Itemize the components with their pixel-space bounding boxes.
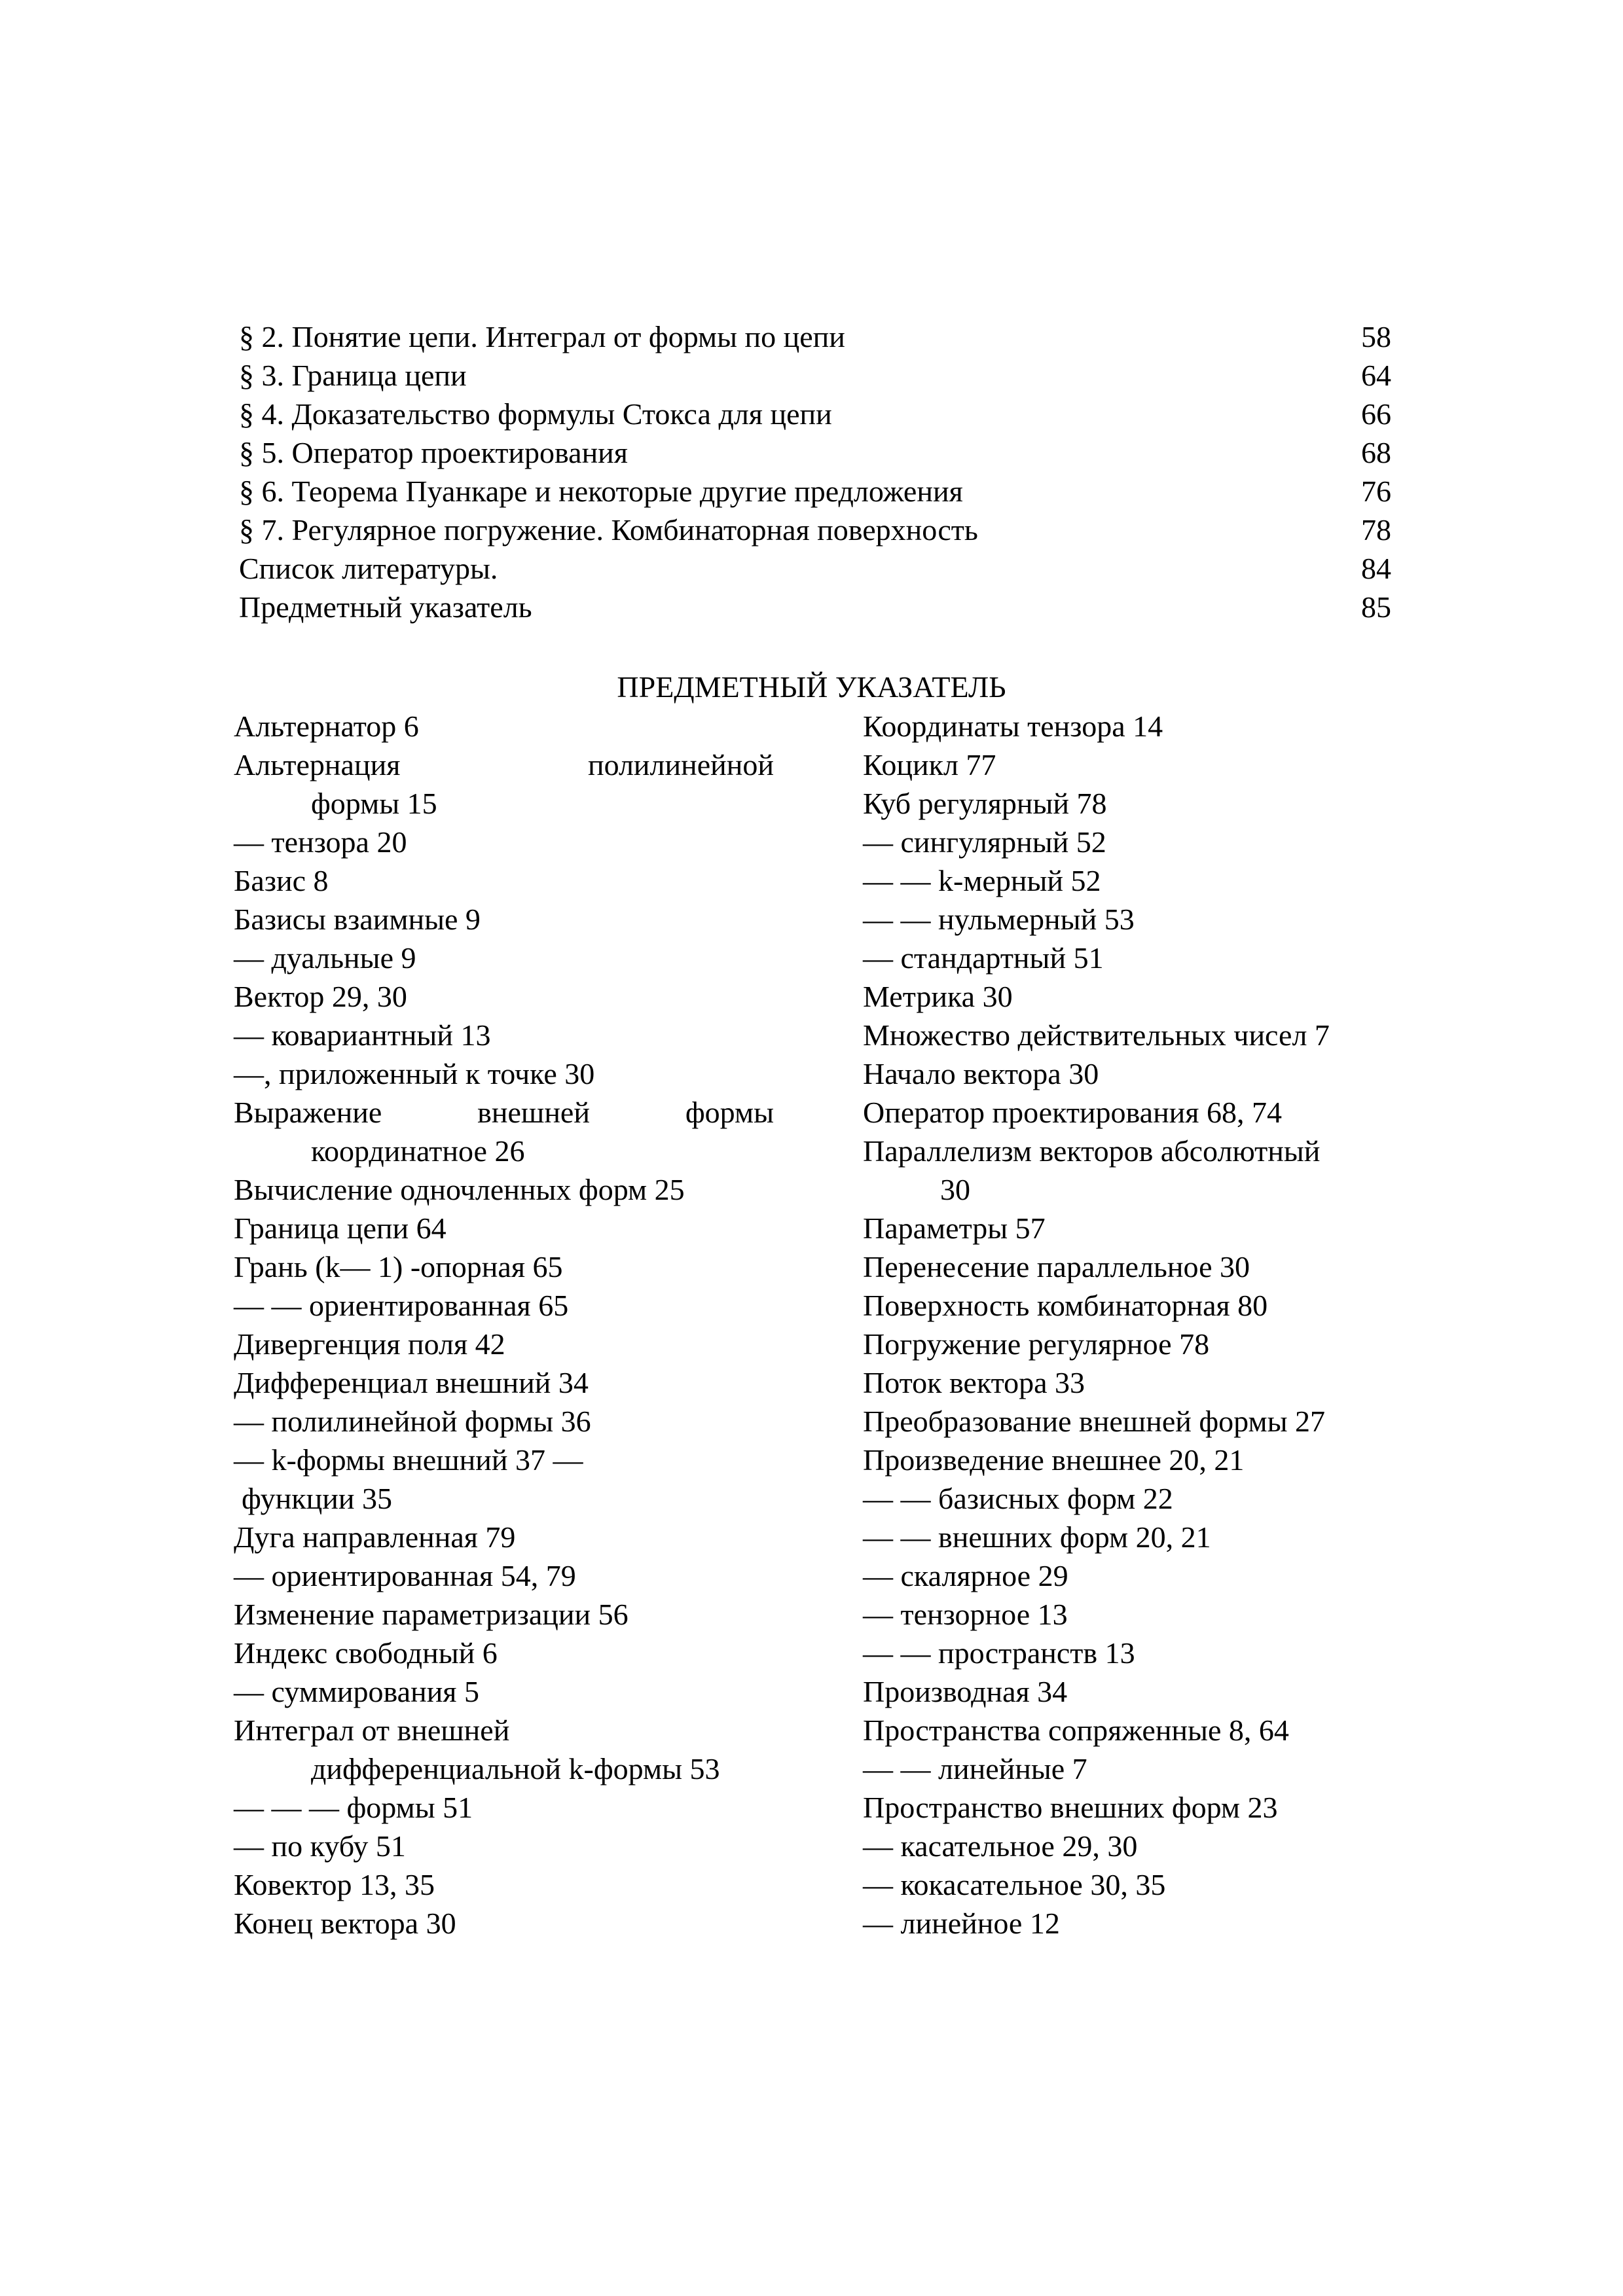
index-entry: Множество действительных чисел 7 [863,1018,1330,1052]
index-entry: Поверхность комбинаторная 80 [863,1289,1268,1322]
index-column-left [234,707,774,1943]
index-entry: Пространство внешних форм 23 [863,1791,1278,1824]
toc-title: § 7. Регулярное погружение. Комбинаторная поверхность [239,513,978,547]
index-entry: Дивергенция поля 42 [234,1327,505,1361]
index-entry: Пространства сопряженные 8, 64 [863,1713,1289,1747]
toc-row [239,588,1391,626]
index-entry [234,1093,774,1132]
index-entry: Ковектор 13, 35 [234,1868,435,1901]
toc-row [239,356,1391,395]
toc-title: § 5. Оператор проектирования [239,436,628,469]
toc-row [239,511,1391,549]
toc-row [239,395,1391,433]
index-entry: — — базисных форм 22 [863,1482,1173,1515]
index-entry: — стандартный 51 [863,941,1104,975]
index-entry: Дифференциал внешний 34 [234,1366,589,1399]
index-entry: — — внешних форм 20, 21 [863,1520,1211,1554]
index-entry: — — нульмерный 53 [863,903,1135,936]
index-entry: — дуальные 9 [234,941,416,975]
index-entry: — тензорное 13 [863,1598,1068,1631]
index-entry: Координаты тензора 14 [863,709,1163,743]
index-entry: Производная 34 [863,1675,1068,1708]
index-entry: — — линейные 7 [863,1752,1087,1785]
index-entry: Граница цепи 64 [234,1211,447,1245]
toc-title: § 4. Доказательство формулы Стокса для цепи [239,397,832,431]
index-entry: Поток вектора 33 [863,1366,1085,1399]
index-entry-continuation: координатное 26 [311,1134,525,1168]
index-entry: Оператор проектирования 68, 74 [863,1096,1282,1129]
toc-title: § 3. Граница цепи [239,359,467,392]
toc-page-number: 84 [1361,552,1391,585]
index-entry: — тензора 20 [234,825,407,859]
index-entry: функции 35 [242,1482,392,1515]
toc-row [239,549,1391,588]
index-entry: Перенесение параллельное 30 [863,1250,1250,1283]
index-entry: Параллелизм векторов абсолютный [863,1134,1321,1168]
toc-page-number: 76 [1361,475,1391,508]
index-entry [234,745,774,784]
index-entry: — ковариантный 13 [234,1018,491,1052]
index-entry-word: Альтернация [234,748,401,781]
toc-page-number: 85 [1361,590,1391,624]
index-entry-word: внешней [477,1096,590,1129]
index-entry: — скалярное 29 [863,1559,1068,1592]
index-entry: Погружение регулярное 78 [863,1327,1210,1361]
index-entry: Произведение внешнее 20, 21 [863,1443,1245,1477]
index-entry-word: формы [685,1096,774,1129]
index-entry: Альтернатор 6 [234,709,419,743]
toc-page-number: 64 [1361,359,1391,392]
index-entry: — полилинейной формы 36 [234,1405,591,1438]
index-entry: — по кубу 51 [234,1829,406,1863]
toc-page-number: 58 [1361,320,1391,353]
index-entry: Вектор 29, 30 [234,980,407,1013]
index-entry: Базис 8 [234,864,329,897]
index-entry-continuation: 30 [940,1173,970,1206]
index-entry: — k-формы внешний 37 — [234,1443,583,1477]
toc-row [239,472,1391,511]
index-entry-word: Выражение [234,1096,382,1129]
index-entry: Индекс свободный 6 [234,1636,498,1670]
index-entry: — сингулярный 52 [863,825,1106,859]
toc-page-number: 68 [1361,436,1391,469]
index-column-right [863,707,1439,1943]
index-entry-continuation: формы 15 [311,787,437,820]
toc-row [239,317,1391,356]
index-entry: — касательное 29, 30 [863,1829,1138,1863]
toc-title: Список литературы. [239,552,498,585]
index-heading: ПРЕДМЕТНЫЙ УКАЗАТЕЛЬ [617,670,1006,704]
toc-page-number: 78 [1361,513,1391,547]
index-entry: —, приложенный к точке 30 [234,1057,595,1090]
index-entry: — — пространств 13 [863,1636,1135,1670]
toc-title: § 2. Понятие цепи. Интеграл от формы по цепи [239,320,845,353]
index-entry: Куб регулярный 78 [863,787,1107,820]
toc-title: § 6. Теорема Пуанкаре и некоторые другие предложения [239,475,963,508]
index-entry: Дуга направленная 79 [234,1520,516,1554]
index-entry: — кокасательное 30, 35 [863,1868,1166,1901]
index-entry: Параметры 57 [863,1211,1046,1245]
index-entry: Грань (k— 1) -опорная 65 [234,1250,563,1283]
index-entry-continuation: дифференциальной k-формы 53 [311,1752,720,1785]
table-of-contents [239,317,1391,626]
index-entry-word: полилинейной [587,748,774,781]
toc-row [239,433,1391,472]
index-entry: Начало вектора 30 [863,1057,1099,1090]
index-entry: — — — формы 51 [234,1791,473,1824]
index-entry: — суммирования 5 [234,1675,479,1708]
index-entry: — — ориентированная 65 [234,1289,569,1322]
index-entry: Базисы взаимные 9 [234,903,481,936]
toc-page-number: 66 [1361,397,1391,431]
index-entry: — ориентированная 54, 79 [234,1559,576,1592]
index-entry: Преобразование внешней формы 27 [863,1405,1325,1438]
index-entry: Интеграл от внешней [234,1713,510,1747]
index-entry: Метрика 30 [863,980,1013,1013]
index-entry: Вычисление одночленных форм 25 [234,1173,685,1206]
index-entry: Конец вектора 30 [234,1907,456,1940]
index-entry: — линейное 12 [863,1907,1060,1940]
index-entry: Изменение параметризации 56 [234,1598,629,1631]
toc-title: Предметный указатель [239,590,532,624]
index-entry: Коцикл 77 [863,748,996,781]
index-entry: — — k-мерный 52 [863,864,1101,897]
